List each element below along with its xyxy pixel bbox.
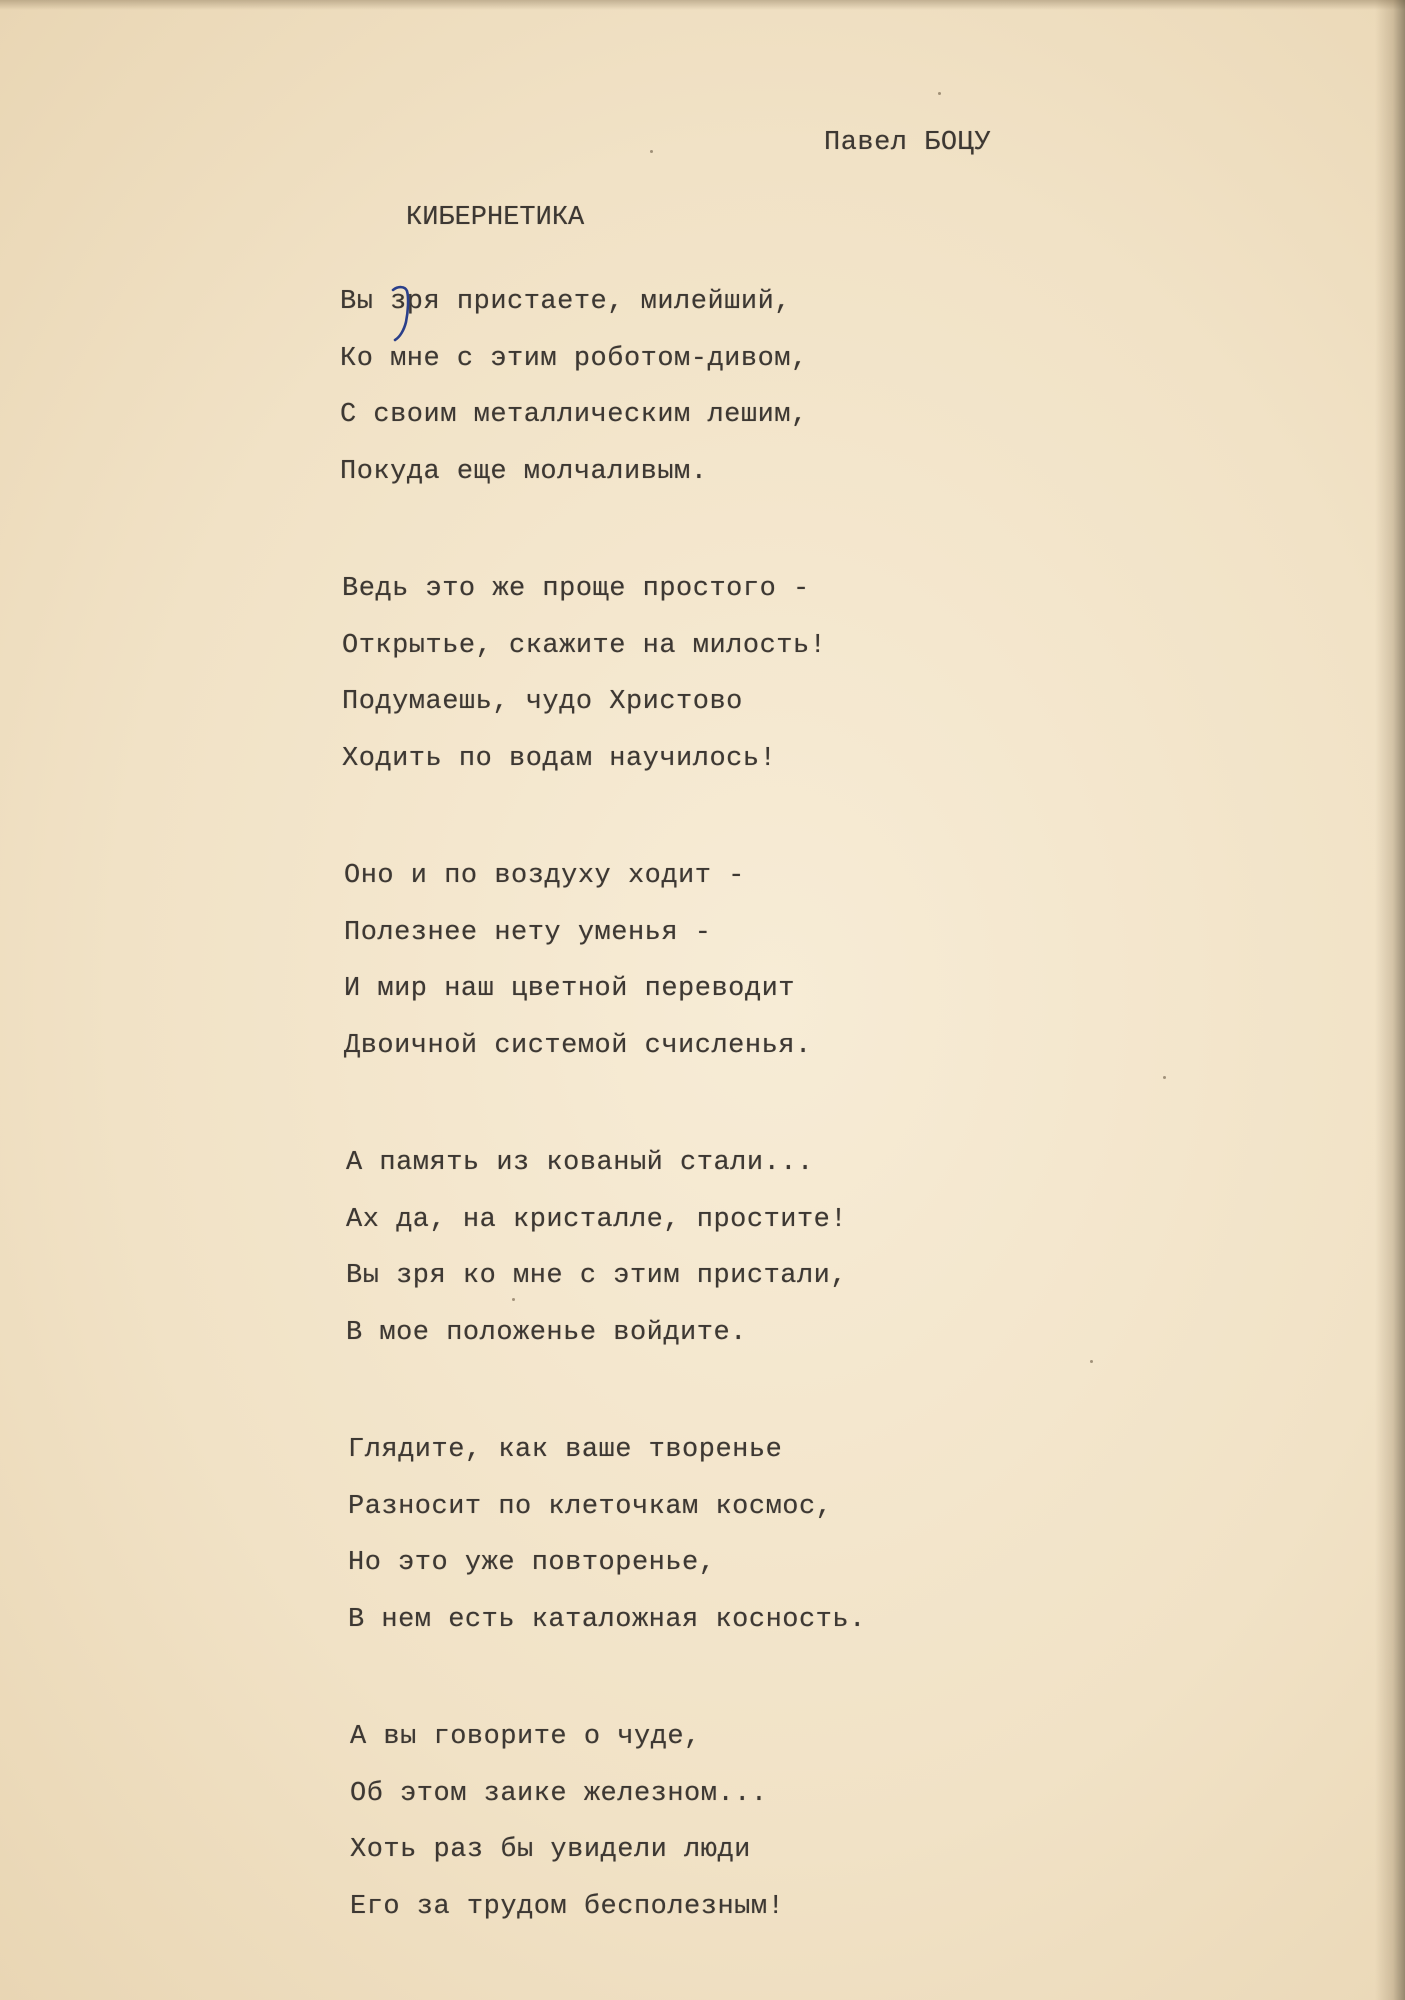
poem-line: Вы зря пристаете, милейший,	[340, 287, 791, 317]
poem-line: Подумаешь, чудо Христово	[342, 687, 743, 717]
poem-line: Покуда еще молчаливым.	[340, 456, 708, 487]
poem-body	[340, 274, 960, 1996]
stanza	[346, 1135, 960, 1361]
stanza	[342, 561, 960, 787]
handwritten-correction-mark	[389, 282, 415, 344]
page-right-edge	[1375, 0, 1405, 2000]
stanza	[340, 274, 960, 500]
poem-line: Полезнее нету уменья -	[344, 917, 712, 948]
poem-line: С своим металлическим лешим,	[340, 400, 808, 430]
poem-line: Глядите, как ваше творенье	[348, 1435, 783, 1465]
poem-line: В нем есть каталожная косность.	[348, 1604, 866, 1635]
paper-speck	[1090, 1360, 1093, 1363]
stanza	[350, 1709, 960, 1935]
author-name: Павел БОЦУ	[824, 128, 992, 158]
paper-speck	[512, 1298, 515, 1301]
paper-speck	[938, 92, 941, 95]
page-top-edge	[0, 0, 1405, 10]
poem-line: Ах да, на кристалле, простите!	[346, 1204, 848, 1235]
poem-line: Двоичной системой счисленья.	[344, 1030, 812, 1061]
poem-line: А память из кованый стали...	[346, 1148, 814, 1178]
poem-line: Об этом заике железном...	[350, 1778, 768, 1809]
poem-line: Его за трудом бесполезным!	[350, 1891, 785, 1922]
stanza	[348, 1422, 960, 1648]
poem-line: А вы говорите о чуде,	[350, 1722, 701, 1752]
poem-line: Хоть раз бы увидели люди	[350, 1835, 751, 1865]
poem-line: И мир наш цветной переводит	[344, 974, 795, 1004]
poem-title: КИБЕРНЕТИКА	[406, 203, 585, 233]
paper-speck	[650, 150, 653, 153]
poem-line: Ходить по водам научилось!	[342, 743, 777, 774]
stanza	[344, 848, 960, 1074]
poem-line: Вы зря ко мне с этим пристали,	[346, 1261, 848, 1291]
poem-line: Оно и по воздуху ходит -	[344, 861, 745, 891]
poem-line: Разносит по клеточкам космос,	[348, 1491, 833, 1522]
paper-speck	[1163, 1076, 1166, 1079]
poem-line: Ко мне с этим роботом-дивом,	[340, 343, 808, 374]
poem-line: Но это уже повторенье,	[348, 1548, 716, 1578]
poem-line: В мое положенье войдите.	[346, 1317, 747, 1348]
poem-line: Открытье, скажите на милость!	[342, 630, 827, 661]
poem-line: Ведь это же проще простого -	[342, 574, 810, 604]
